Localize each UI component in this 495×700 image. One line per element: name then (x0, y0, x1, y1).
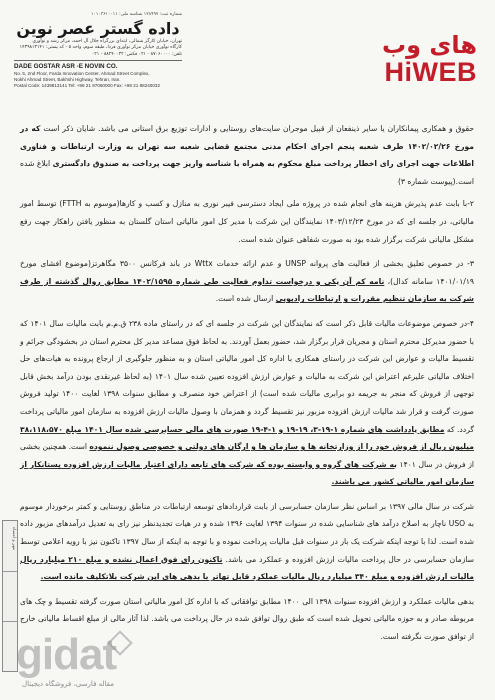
company-address-en-2: Nokhi Ahmad Street, Bakhshi Highway, Tehran, Iran. (14, 77, 121, 83)
stamp-line (3, 571, 17, 572)
paragraph-3 (20, 255, 474, 308)
letterhead (0, 0, 495, 118)
text-segment: ارسال شده است. (215, 294, 276, 304)
company-address-fa-2: کارگاه نوآوری خیابان مرکز نوآوری فردا، طبقه سوم، واحد ۵ - کد پستی: ۱۴۳۹۸۱۳۱۴۱ (19, 45, 182, 51)
text-segment: ۳- در خصوص تعلیق بخشی از فعالیت های پروانه UNSP و عدم ارائه خدمات Wttx در باند فرکانس ۳۵۰۰ مگاهرتز(موضوع افشای مورخ ۱۴۰۱/۰۱/۱۹ سامانه کدال)، (20, 259, 474, 286)
paragraph-1 (20, 120, 474, 190)
company-address-en-1: No. 5, 2nd Floor, Farda Innovation Center, Ahmad Street Complex, (14, 70, 150, 76)
text-segment: ابلاغ شده است. (20, 159, 474, 186)
margin-stamp-text: مهر و امضاء (11, 527, 16, 551)
text-segment: به شرکت های گروه و وابسته بوده که شرکت های تابعه دارای اعتبار مالیات ارزش افزوده پستانکار از سازمان امور مالیاتی کشور می باشند. (20, 459, 474, 487)
text-segment: بدهی مالیات عملکرد و ارزش افزوده سنوات ۱۳۹۸ الی ۱۴۰۰ مطابق توافقاتی که با اداره کل امور مالیاتی استان صورت گرفته تقسیط و چک های مربوطه صادر و به حوزه مالیاتی تحویل شده است که طبق روال توافق شده در حال پرداخت می باشد. لذا آثار مالی از مبلغ اقساط مالیاتی خارج از توافق صورت نگرفته است. (20, 596, 474, 642)
company-registration: شماره ثبت: ۱۲۸۹۹۷ شناسه ملی: ۱۰۱۰۳۶۱۰۰۱۱ (91, 12, 182, 17)
company-address-fa-3: تلفن: ۸۷۰۶۰۰۰۰ - ۰۲۱ فکس: ۸۸۲۴۰۰۳۲ - ۰۲۱ (91, 51, 182, 57)
company-name-fa: داده گستر عصر نوین (16, 19, 180, 38)
watermark-caption: مقاله فارسی، فروشگاه دیجیتال (22, 680, 114, 688)
text-segment: (پیوست شماره ۳) (397, 176, 456, 186)
paragraph-2 (20, 195, 474, 248)
text-segment: است. همچنین بخشی از فروش در سال ۱۴۰۱ (20, 442, 474, 469)
text-segment: نامه کم آن یکی و درخواست تداوم فعالیت طی شماره ۱۴۰۲/۱۵۹۵ مطابق روال گذشته از طرف شرکت به سازمان تنظیم مقررات و ارتباطات رادیویی (20, 276, 474, 304)
hiweb-logo-fa: های وب (381, 31, 477, 59)
company-address-fa-1: تهران، خیابان کارگر شمالی، ابتدای بزرگراه جلال آل احمد، مرکز رشد و نوآوری (32, 39, 182, 44)
company-name-en: DADE GOSTAR ASR -E NOVIN CO. (14, 62, 118, 70)
text-segment: ۴-در خصوص موضوعات مالیات قابل ذکر است که نمایندگان این شرکت در جلسه ای که در راستای ماده ۲۳۸ ق.م.م بابت مالیات سال ۱۴۰۱ که با حضور مدیرکل محترم استان و مجریان قرار برگزار شد، حضور بعمل آوردند. به لحاظ فوق مساعد مدیر کل محترم استان در بخشودگی جرائم و تقسیط مالیات و عوارض این شرکت در راستای همکاری با اداره کل امور مالیاتی استان و به منظور جلوگیری از ارجاع پرونده به هیات‌های حل اختلاف مالیاتی علیرغم اعتراض این شرکت به مالیات و عوارض ارزش افزوده تعیین شده سال ۱۴۰۱ (به لحاظ غیرنقدی بودن درآمد بخش قابل توجهی از فروش که منجر به جریمه دو برابری مالیات شده است) از اعتراض خود منصرف و مطابق سنوات ۱۳۹۸ لغایت ۱۴۰۰ تولید فروش صورت گرفت و قرار شد مالیات ارزش افزوده مزبور نیز تقسیط گردد و همزمان با وصول مالیات ارزش افزوده به سازمان امور مالیاتی پرداخت گردد. که (20, 318, 474, 434)
paragraph-5 (20, 498, 474, 586)
text-segment: مطابق یادداشت های شماره ۱-۱۹-۳، ۱۹-۱۹ و ۱-۴-۱۹ صورت های مالی حسابرسی شده سال ۱۴۰۱ مبلغ ۳۸،۱۱۸،۵۷۰ میلیون ریال از فروش خود را از وزارتخانه ها و سازمان ها و ارگان های دولتی و خصوصی وصول ننموده (20, 424, 474, 452)
text-segment: شرکت در سال مالی ۱۳۹۷ بر اساس نظر سازمان حسابرسی از بابت قراردادهای توسعه ارتباطات در مناطق روستایی و کمتر برخوردار موسوم به USO ناچار به اصلاح درآمد های شناسایی شده در سنوات ۱۳۹۴ لغایت ۱۳۹۶ شده و در هیات تجدیدنظر نیز رای به تعدیل درآمدهای مزبور داده شده است. لذا با توجه اینکه شرکت یک بار در سنوات قبل مالیات پرداخت نموده و با توجه به اینکه از سال ۱۳۹۷ تاکنون نیز با رویه اعلامی توسط سازمان حسابرسی در حال پرداخت مالیات ارزش افزوده و عملکرد می باشد. (20, 501, 475, 564)
company-divider (14, 60, 182, 61)
letter-body (20, 120, 474, 653)
watermark (16, 632, 176, 694)
hiweb-logo-en: HiWEB (384, 57, 477, 87)
text-segment: تاکنون رای فوق اعمال نشده و مبلغ ۲۱۰ میلیارد ریال مالیات ارزش افزوده و مبلغ ۳۴۰ میلیارد ریال مالیات عملکرد قابل تهاتر با بدهی های این شرکت بلاتکلیف مانده است. (20, 554, 474, 582)
company-address-en-3: Postal Code: 1439813141 Tel: +98 21 87060000 Fax: +98 21 88240032 (14, 83, 161, 89)
company-info (14, 12, 182, 90)
stamp-line (3, 621, 17, 622)
text-segment: ۲-با بابت عدم پذیرش هزینه های انجام شده در پروژه ملی ایجاد دسترسی فیبر نوری به منازل و کسب و کارها(موسوم به FTTH) توسط امور مالیاتی، در جلسه ای که در مورخ ۱۴۰۳/۱۲/۲۳ نمایندگان این شرکت با مدیر کل امور مالیاتی استان گلستان به منظور یافتن راهکار جهت رفع مشکل مالیاتی شرکت برگزار شده بود به صورت شفاهی عنوان شده است. (20, 199, 474, 244)
text-segment: حقوق و همکاری پیمانکاران یا سایر ذینفعان از قبیل موجران سایت‌های روستایی و ادارات توزیع برق استانی می باشد. شایان ذکر است (40, 124, 475, 133)
paragraph-4 (20, 315, 474, 491)
text-segment: که در مورخ ۱۴۰۲/۰۲/۲۶ طرف شعبه پنجم اجرای احکام مدنی مجتمع قضایی شعبه سه تهران به وزارت ارتباطات و فناوری اطلاعات جهت اجرای رای اخطار پرداخت مبلغ محکوم به همراه با شناسه واریز جهت پرداخت به صندوق دادگستری (20, 124, 474, 169)
watermark-logo: gidat (16, 630, 117, 679)
hiweb-logo (365, 32, 477, 86)
